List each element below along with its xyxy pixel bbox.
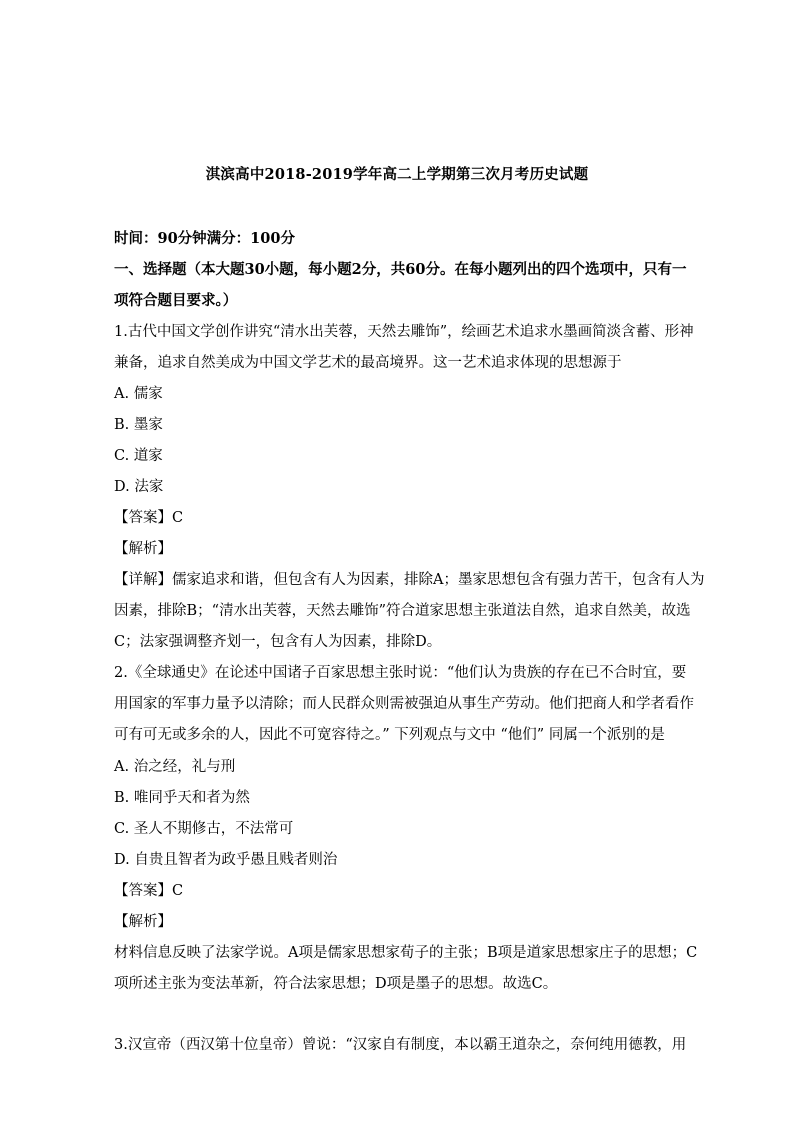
q2-option-a: A. 治之经，礼与刑	[114, 759, 236, 775]
section-heading-line2: 项符合题目要求。）	[114, 292, 238, 309]
q1-option-d: D. 法家	[114, 479, 164, 495]
q1-option-c: C. 道家	[114, 448, 163, 464]
q2-option-d: D. 自贵且智者为政乎愚且贱者则治	[114, 852, 338, 868]
q2-line1: 2.《全球通史》在论述中国诸子百家思想主张时说：“他们认为贵族的存在已不合时宜，要	[114, 665, 687, 681]
q1-line1: 1.古代中国文学创作讲究“清水出芙蓉，天然去雕饰”，绘画艺术追求水墨画简淡含蓄、形神	[114, 324, 694, 340]
q1-option-a: A. 儒家	[114, 386, 163, 402]
q1-detail-line3: C；法家强调整齐划一，包含有人为因素，排除D。	[114, 634, 442, 650]
q2-detail-line2: 项所述主张为变法革新，符合法家思想；D项是墨子的思想。故选C。	[114, 976, 558, 992]
page-title: 淇滨高中2018-2019学年高二上学期第三次月考历史试题	[205, 166, 589, 183]
q2-answer: 【答案】C	[114, 883, 184, 899]
q2-analysis-label: 【解析】	[114, 914, 172, 930]
q2-line2: 用国家的军事力量予以清除；而人民群众则需被强迫从事生产劳动。他们把商人和学者看作	[114, 696, 694, 712]
q1-analysis-label: 【解析】	[114, 541, 172, 557]
section-heading-line1: 一、选择题（本大题30小题，每小题2分，共60分。在每小题列出的四个选项中，只有一	[114, 261, 687, 278]
q2-detail-line1: 材料信息反映了法家学说。A项是儒家思想家荀子的主张；B项是道家思想家庄子的思想；C	[114, 945, 698, 961]
q2-option-c: C. 圣人不期修古，不法常可	[114, 821, 294, 837]
exam-meta: 时间：90分钟满分：100分	[114, 230, 295, 247]
q1-detail-line1: 【详解】儒家追求和谐，但包含有人为因素，排除A；墨家思想包含有强力苦干，包含有人为	[114, 572, 705, 588]
q1-answer: 【答案】C	[114, 510, 184, 526]
q1-detail-line2: 因素，排除B；“清水出芙蓉，天然去雕饰”符合道家思想主张道法自然，追求自然美，故选	[114, 603, 691, 619]
q1-line2: 兼备，追求自然美成为中国文学艺术的最高境界。这一艺术追求体现的思想源于	[114, 355, 622, 371]
q3-line1: 3.汉宣帝（西汉第十位皇帝）曾说：“汉家自有制度，本以霸王道杂之，奈何纯用德教，用	[114, 1037, 687, 1053]
q1-option-b: B. 墨家	[114, 417, 163, 433]
q2-line3: 可有可无或多余的人，因此不可宽容待之。” 下列观点与文中 “他们” 同属一个派别的是	[114, 727, 665, 743]
q2-option-b: B. 唯同乎天和者为然	[114, 790, 250, 806]
